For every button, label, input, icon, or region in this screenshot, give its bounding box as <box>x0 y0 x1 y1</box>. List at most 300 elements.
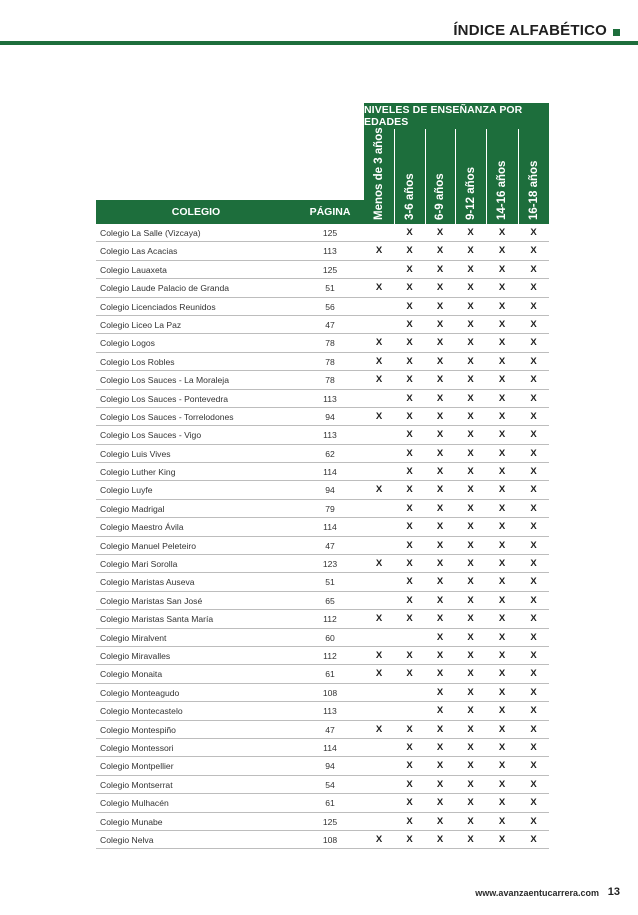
school-name: Colegio La Salle (Vizcaya) <box>100 228 201 238</box>
level-mark: X <box>375 410 383 422</box>
school-name: Colegio Montpellier <box>100 761 174 772</box>
school-name: Colegio Laude Palacio de Granda <box>100 283 229 294</box>
title-marker-square <box>613 29 620 36</box>
table-row <box>96 298 549 316</box>
age-column-separator <box>518 129 519 224</box>
level-mark: X <box>498 227 506 238</box>
level-mark: X <box>436 337 444 349</box>
level-mark: X <box>406 355 413 367</box>
level-mark: X <box>467 318 474 330</box>
level-mark: X <box>436 429 444 441</box>
age-column-separator <box>455 129 456 224</box>
level-mark: X <box>406 741 413 753</box>
school-name: Colegio Luyfe <box>100 485 153 496</box>
page-reference: 78 <box>325 356 335 367</box>
level-mark: X <box>436 833 444 845</box>
level-mark: X <box>406 797 413 809</box>
table-row <box>96 371 549 389</box>
level-mark: X <box>467 300 474 312</box>
school-name: Colegio Los Robles <box>100 356 175 367</box>
table-row <box>96 408 549 426</box>
level-mark: X <box>406 300 413 312</box>
page-reference: 113 <box>323 246 337 257</box>
level-mark: X <box>498 447 506 459</box>
school-name: Colegio Montessori <box>100 742 174 753</box>
table-row <box>96 463 549 481</box>
table-row <box>96 702 549 720</box>
school-name: Colegio Lauaxeta <box>100 264 167 275</box>
level-mark: X <box>498 392 506 404</box>
level-mark: X <box>530 797 537 809</box>
level-mark: X <box>436 558 444 570</box>
table-row <box>96 629 549 647</box>
table-row <box>96 224 549 242</box>
school-name: Colegio Los Sauces - Torrelodones <box>100 411 234 422</box>
column-header-pagina: PÁGINA <box>309 206 351 218</box>
page-reference: 113 <box>323 430 337 441</box>
school-name: Colegio Maristas Auseva <box>100 577 195 588</box>
table-row <box>96 684 549 702</box>
page-reference: 125 <box>322 264 338 275</box>
level-mark: X <box>498 815 506 827</box>
level-mark: X <box>498 594 506 606</box>
level-mark: X <box>498 539 506 551</box>
school-name: Colegio Miralvent <box>100 632 167 643</box>
level-mark: X <box>436 539 444 551</box>
age-column-separator <box>486 129 487 224</box>
table-row <box>96 776 549 794</box>
level-mark: X <box>406 429 413 441</box>
level-mark: X <box>467 741 474 753</box>
table-row <box>96 831 549 849</box>
table-row <box>96 500 549 518</box>
page-reference: 56 <box>325 301 335 312</box>
level-mark: X <box>406 576 413 588</box>
school-name: Colegio Miravalles <box>100 650 171 661</box>
header-rule <box>0 41 638 45</box>
level-mark: X <box>530 374 537 386</box>
level-mark: X <box>436 355 444 367</box>
level-mark: X <box>530 705 537 717</box>
level-mark: X <box>530 227 537 238</box>
level-mark: X <box>436 815 444 827</box>
table-row <box>96 445 549 463</box>
page-reference: 78 <box>325 375 335 386</box>
page-reference: 54 <box>325 779 335 790</box>
page-title: ÍNDICE ALFABÉTICO <box>453 22 607 39</box>
school-name: Colegio Montecastelo <box>100 706 183 717</box>
level-mark: X <box>498 502 506 514</box>
level-mark: X <box>498 613 506 625</box>
age-group-label: 3-6 años <box>403 173 416 220</box>
level-mark: X <box>498 337 506 349</box>
level-mark: X <box>467 263 474 275</box>
level-mark: X <box>467 355 474 367</box>
page-reference: 94 <box>325 761 335 772</box>
age-group-label: 9-12 años <box>464 166 477 220</box>
level-mark: X <box>406 723 413 735</box>
school-name: Colegio Licenciados Reunidos <box>100 301 216 312</box>
level-mark: X <box>436 502 444 514</box>
age-group-label: 16-18 años <box>527 160 540 220</box>
page-reference: 78 <box>325 338 335 349</box>
school-name: Colegio Las Acacias <box>100 246 178 257</box>
level-mark: X <box>498 668 506 680</box>
level-mark: X <box>436 649 444 661</box>
age-group-label: 14-16 años <box>496 160 508 220</box>
level-mark: X <box>530 502 537 514</box>
table-row <box>96 721 549 739</box>
level-mark: X <box>406 815 413 827</box>
school-name: Colegio Nelva <box>100 834 154 845</box>
level-mark: X <box>436 374 444 386</box>
level-mark: X <box>498 374 506 386</box>
level-mark: X <box>530 631 537 643</box>
page-reference: 62 <box>325 448 335 459</box>
level-mark: X <box>530 760 537 772</box>
level-mark: X <box>436 392 444 404</box>
level-mark: X <box>498 263 506 275</box>
school-name: Colegio Maristas San José <box>100 595 203 606</box>
level-mark: X <box>436 318 444 330</box>
school-name: Colegio Los Sauces - La Moraleja <box>100 375 229 386</box>
level-mark: X <box>530 429 537 441</box>
level-mark: X <box>530 686 537 698</box>
level-mark: X <box>436 484 444 496</box>
level-mark: X <box>436 631 444 643</box>
level-mark: X <box>498 410 506 422</box>
level-mark: X <box>498 705 506 717</box>
level-mark: X <box>467 576 474 588</box>
level-mark: X <box>467 539 474 551</box>
level-mark: X <box>375 613 383 625</box>
level-mark: X <box>530 337 537 349</box>
level-mark: X <box>375 668 383 680</box>
level-mark: X <box>375 374 383 386</box>
level-mark: X <box>406 227 413 238</box>
level-mark: X <box>375 282 383 294</box>
level-mark: X <box>436 282 444 294</box>
level-mark: X <box>467 245 474 257</box>
level-mark: X <box>498 282 506 294</box>
level-mark: X <box>406 502 413 514</box>
level-mark: X <box>530 741 537 753</box>
level-mark: X <box>498 558 506 570</box>
level-mark: X <box>467 778 474 790</box>
page-reference: 112 <box>323 650 337 661</box>
level-mark: X <box>530 558 537 570</box>
page-reference: 114 <box>323 522 337 533</box>
table-row <box>96 537 549 555</box>
level-mark: X <box>406 558 413 570</box>
level-mark: X <box>375 558 383 570</box>
level-mark: X <box>498 576 506 588</box>
page-reference: 125 <box>322 816 338 827</box>
page-reference: 113 <box>323 706 337 717</box>
table-row <box>96 610 549 628</box>
levels-header: NIVELES DE ENSEÑANZA POR EDADES <box>364 103 549 129</box>
page-reference: 51 <box>325 283 335 294</box>
level-mark: X <box>467 410 474 422</box>
school-name: Colegio Liceo La Paz <box>100 319 182 330</box>
level-mark: X <box>530 484 537 496</box>
level-mark: X <box>467 613 474 625</box>
school-name: Colegio Manuel Peleteiro <box>100 540 197 551</box>
level-mark: X <box>530 300 537 312</box>
school-name: Colegio Luther King <box>100 467 176 478</box>
page-reference: 61 <box>325 669 335 680</box>
level-mark: X <box>530 539 537 551</box>
level-mark: X <box>436 410 444 422</box>
level-mark: X <box>406 539 413 551</box>
level-mark: X <box>530 576 537 588</box>
level-mark: X <box>530 815 537 827</box>
page-reference: 108 <box>322 834 338 845</box>
page-reference: 94 <box>325 411 335 422</box>
table-row <box>96 573 549 591</box>
level-mark: X <box>498 649 506 661</box>
school-name: Colegio Mari Sorolla <box>100 559 178 570</box>
page-reference: 60 <box>325 632 335 643</box>
level-mark: X <box>530 521 537 533</box>
level-mark: X <box>498 723 506 735</box>
school-name: Colegio Monteagudo <box>100 687 180 698</box>
level-mark: X <box>530 245 537 257</box>
level-mark: X <box>530 613 537 625</box>
page-reference: 94 <box>325 485 335 496</box>
table-row <box>96 592 549 610</box>
level-mark: X <box>375 355 383 367</box>
level-mark: X <box>436 521 444 533</box>
page-reference: 108 <box>322 687 338 698</box>
footer-url: www.avanzaentucarrera.com <box>475 888 599 898</box>
level-mark: X <box>530 410 537 422</box>
table-row <box>96 426 549 444</box>
school-name: Colegio Logos <box>100 338 155 349</box>
school-name: Colegio Los Sauces - Pontevedra <box>100 393 229 404</box>
level-mark: X <box>530 723 537 735</box>
level-mark: X <box>498 521 506 533</box>
page-reference: 51 <box>325 577 335 588</box>
level-mark: X <box>436 227 444 238</box>
level-mark: X <box>530 466 537 478</box>
level-mark: X <box>406 668 413 680</box>
school-name: Colegio Luis Vives <box>100 448 171 459</box>
level-mark: X <box>436 300 444 312</box>
level-mark: X <box>530 778 537 790</box>
level-mark: X <box>467 227 474 238</box>
level-mark: X <box>436 576 444 588</box>
level-mark: X <box>406 484 413 496</box>
table-row <box>96 739 549 757</box>
table-row <box>96 647 549 665</box>
level-mark: X <box>406 778 413 790</box>
level-mark: X <box>406 833 413 845</box>
level-mark: X <box>530 594 537 606</box>
table-row <box>96 390 549 408</box>
level-mark: X <box>498 355 506 367</box>
level-mark: X <box>530 649 537 661</box>
level-mark: X <box>375 337 383 349</box>
page-reference: 112 <box>323 614 337 625</box>
page-reference: 47 <box>325 540 335 551</box>
level-mark: X <box>406 613 413 625</box>
school-table-body <box>96 224 549 849</box>
table-row <box>96 242 549 260</box>
age-group-label: Menos de 3 años <box>373 127 385 220</box>
level-mark: X <box>498 797 506 809</box>
level-mark: X <box>498 760 506 772</box>
level-mark: X <box>406 594 413 606</box>
page-reference: 114 <box>323 742 337 753</box>
level-mark: X <box>498 686 506 698</box>
table-row <box>96 334 549 352</box>
table-row <box>96 757 549 775</box>
level-mark: X <box>530 263 537 275</box>
level-mark: X <box>498 741 506 753</box>
level-mark: X <box>436 741 444 753</box>
level-mark: X <box>436 447 444 459</box>
level-mark: X <box>467 815 474 827</box>
table-row <box>96 555 549 573</box>
level-mark: X <box>467 374 474 386</box>
level-mark: X <box>530 318 537 330</box>
level-mark: X <box>467 484 474 496</box>
school-name: Colegio Maestro Ávila <box>100 522 184 533</box>
school-name: Colegio Maristas Santa María <box>100 614 214 625</box>
level-mark: X <box>530 447 537 459</box>
level-mark: X <box>498 300 506 312</box>
level-mark: X <box>467 833 474 845</box>
level-mark: X <box>436 797 444 809</box>
page-reference: 47 <box>325 319 335 330</box>
table-row <box>96 261 549 279</box>
page-reference: 61 <box>325 798 335 809</box>
level-mark: X <box>406 282 413 294</box>
level-mark: X <box>498 429 506 441</box>
table-row <box>96 813 549 831</box>
school-name: Colegio Monaita <box>100 669 163 680</box>
level-mark: X <box>406 649 413 661</box>
table-row <box>96 316 549 334</box>
table-row <box>96 794 549 812</box>
level-mark: X <box>498 245 506 257</box>
level-mark: X <box>467 558 474 570</box>
level-mark: X <box>436 594 444 606</box>
page-reference: 79 <box>325 503 335 514</box>
level-mark: X <box>467 760 474 772</box>
level-mark: X <box>530 392 537 404</box>
school-name: Colegio Mulhacén <box>100 798 169 809</box>
level-mark: X <box>498 318 506 330</box>
level-mark: X <box>406 466 413 478</box>
level-mark: X <box>467 631 474 643</box>
level-mark: X <box>467 502 474 514</box>
age-column-separator <box>425 129 426 224</box>
level-mark: X <box>406 263 413 275</box>
level-mark: X <box>406 245 413 257</box>
page-reference: 65 <box>325 595 335 606</box>
age-column-separator <box>394 129 395 224</box>
level-mark: X <box>530 355 537 367</box>
school-name: Colegio Montespiño <box>100 724 176 735</box>
level-mark: X <box>406 447 413 459</box>
page-number: 13 <box>607 886 620 898</box>
level-mark: X <box>436 613 444 625</box>
level-mark: X <box>467 705 474 717</box>
level-mark: X <box>530 668 537 680</box>
level-mark: X <box>436 705 444 717</box>
level-mark: X <box>436 668 444 680</box>
level-mark: X <box>467 797 474 809</box>
age-group-label: 6-9 años <box>434 173 446 220</box>
column-headers <box>96 200 364 224</box>
level-mark: X <box>436 245 444 257</box>
school-name: Colegio Munabe <box>100 816 163 827</box>
table-row <box>96 518 549 536</box>
level-mark: X <box>498 833 506 845</box>
level-mark: X <box>436 686 444 698</box>
page-reference: 47 <box>325 724 335 735</box>
level-mark: X <box>436 760 444 772</box>
level-mark: X <box>436 263 444 275</box>
level-mark: X <box>406 318 413 330</box>
school-name: Colegio Madrigal <box>100 503 165 514</box>
level-mark: X <box>467 649 474 661</box>
page-reference: 123 <box>322 559 338 570</box>
table-row <box>96 353 549 371</box>
level-mark: X <box>406 521 413 533</box>
table-row <box>96 279 549 297</box>
level-mark: X <box>375 723 383 735</box>
level-mark: X <box>467 447 474 459</box>
level-mark: X <box>467 392 474 404</box>
level-mark: X <box>467 723 474 735</box>
level-mark: X <box>467 429 474 441</box>
level-mark: X <box>406 374 413 386</box>
level-mark: X <box>467 521 474 533</box>
level-mark: X <box>375 649 383 661</box>
level-mark: X <box>436 466 444 478</box>
level-mark: X <box>375 245 383 257</box>
level-mark: X <box>406 760 413 772</box>
level-mark: X <box>406 410 413 422</box>
level-mark: X <box>467 594 474 606</box>
page-reference: 113 <box>323 393 337 404</box>
table-row <box>96 665 549 683</box>
level-mark: X <box>406 392 413 404</box>
level-mark: X <box>467 466 474 478</box>
level-mark: X <box>498 778 506 790</box>
level-mark: X <box>436 778 444 790</box>
column-header-colegio: COLEGIO <box>171 206 221 218</box>
level-mark: X <box>467 686 474 698</box>
level-mark: X <box>498 631 506 643</box>
level-mark: X <box>530 282 537 294</box>
level-mark: X <box>467 282 474 294</box>
school-name: Colegio Montserrat <box>100 779 173 790</box>
level-mark: X <box>406 337 413 349</box>
level-mark: X <box>375 833 383 845</box>
table-row <box>96 481 549 499</box>
level-mark: X <box>467 337 474 349</box>
level-mark: X <box>530 833 537 845</box>
level-mark: X <box>436 723 444 735</box>
school-name: Colegio Los Sauces - Vigo <box>100 430 202 441</box>
level-mark: X <box>498 484 506 496</box>
page-reference: 125 <box>322 228 338 238</box>
level-mark: X <box>375 484 383 496</box>
